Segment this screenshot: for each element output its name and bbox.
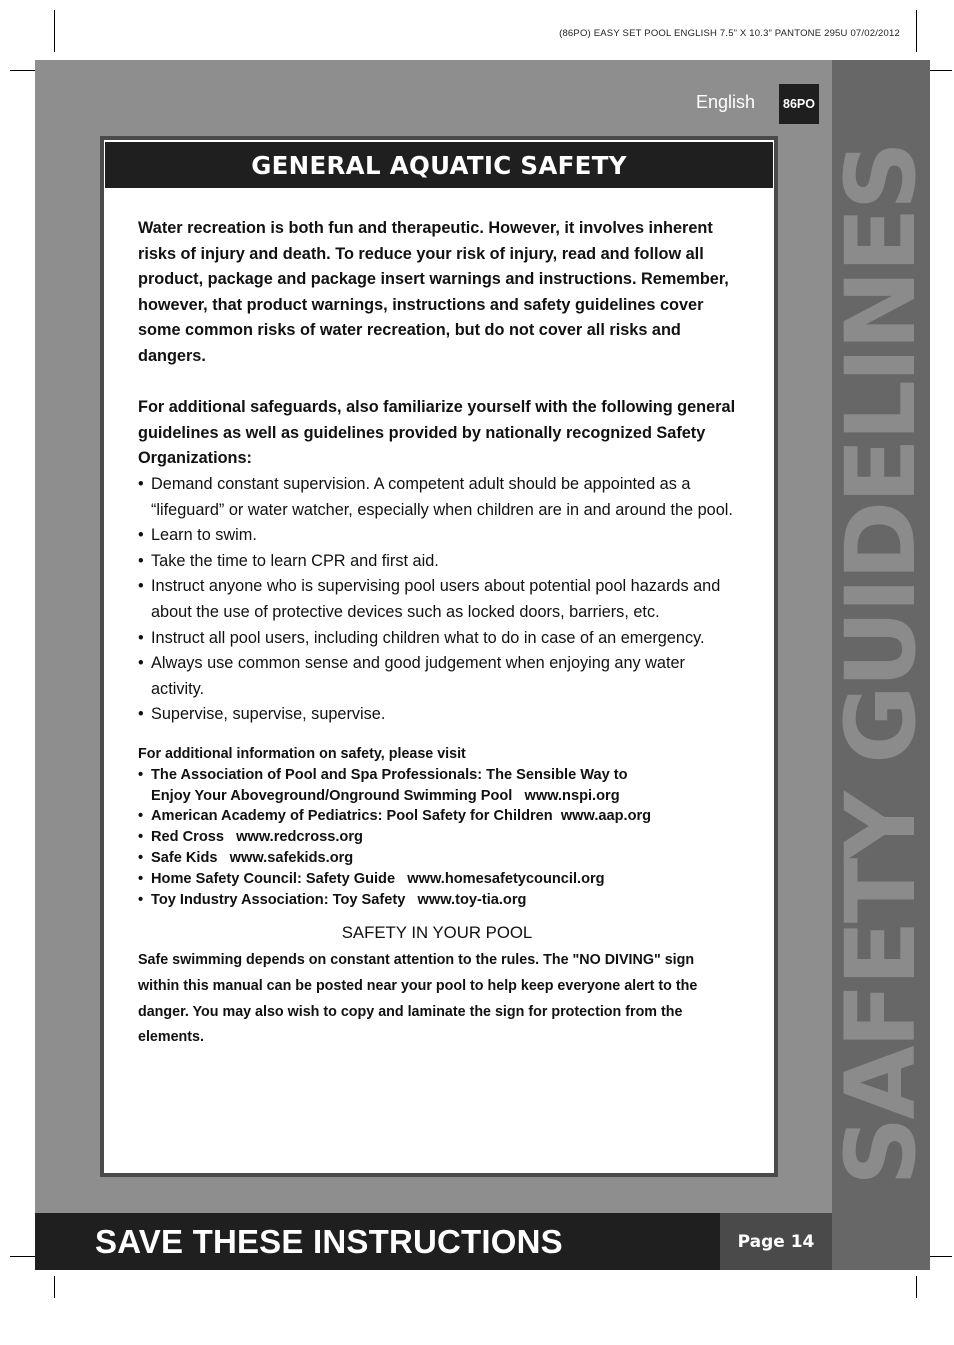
- language-label: English: [696, 92, 756, 112]
- crop-mark: [54, 10, 55, 52]
- pool-safety-paragraph: Safe swimming depends on constant attention to the rules. The "NO DIVING" sign within this manual can be posted near your pool to help keep everyone alert to the danger. You may also wish to copy and laminate the sign for protection from the elements.: [138, 952, 698, 1046]
- list-item: • Take the time to learn CPR and first aid.: [138, 549, 736, 575]
- list-item: • Demand constant supervision. A competent adult should be appointed as a “lifeguard” or water watcher, especially when children are in and around the pool.: [138, 472, 736, 523]
- list-item: • Instruct all pool users, including children what to do in case of an emergency.: [138, 626, 736, 652]
- model-badge: 86PO: [779, 84, 819, 124]
- intro-paragraph: Water recreation is both fun and therapeutic. However, it involves inherent risks of injury and death. To reduce your risk of injury, read and follow all product, package and package insert warnings and instructions. Remember, however, that product warnings, instructions and safety guidelines cover some common risks of water recreation, but do not cover all risks and dangers.: [138, 219, 729, 365]
- resource-item: • American Academy of Pediatrics: Pool Safety for Children www.aap.org: [138, 806, 736, 827]
- vertical-title-wrap: [825, 60, 937, 1270]
- resource-item: • Safe Kids www.safekids.org: [138, 848, 736, 869]
- card-content: [138, 216, 736, 1051]
- list-item: • Supervise, supervise, supervise.: [138, 702, 736, 728]
- sidebar: [825, 60, 937, 1270]
- guideline-list: [138, 472, 736, 728]
- pool-safety-heading: SAFETY IN YOUR POOL: [341, 923, 533, 943]
- safety-card: [100, 136, 778, 1177]
- resource-item: • Red Cross www.redcross.org: [138, 827, 736, 848]
- crop-mark: [916, 10, 917, 52]
- print-slug: (86PO) EASY SET POOL ENGLISH 7.5” X 10.3” PANTONE 295U 07/02/2012: [559, 28, 900, 39]
- crop-mark: [916, 1276, 917, 1298]
- list-item: • Learn to swim.: [138, 523, 736, 549]
- info-heading: For additional information on safety, please visit: [138, 745, 466, 762]
- vertical-title: SAFETY GUIDELINES: [825, 144, 937, 1186]
- resource-item: • Toy Industry Association: Toy Safety www.toy-tia.org: [138, 890, 736, 911]
- resource-list: [138, 765, 736, 911]
- resource-item: • Home Safety Council: Safety Guide www.homesafetycouncil.org: [138, 869, 736, 890]
- footer-title: SAVE THESE INSTRUCTIONS: [95, 1222, 563, 1260]
- card-title: GENERAL AQUATIC SAFETY: [105, 142, 773, 188]
- list-item: • Always use common sense and good judgement when enjoying any water activity.: [138, 651, 736, 702]
- resource-item: • The Association of Pool and Spa Professionals: The Sensible Way to Enjoy Your Aboveground/Onground Swimming Pool www.nspi.org: [138, 765, 736, 807]
- list-item: • Instruct anyone who is supervising pool users about potential pool hazards and about the use of protective devices such as locked doors, barriers, etc.: [138, 574, 736, 625]
- page-number: Page 14: [720, 1213, 832, 1270]
- footer-bar: [35, 1213, 720, 1270]
- safeguards-paragraph: For additional safeguards, also familiarize yourself with the following general guidelines as well as guidelines provided by nationally recognized Safety Organizations:: [138, 398, 736, 468]
- crop-mark: [54, 1276, 55, 1298]
